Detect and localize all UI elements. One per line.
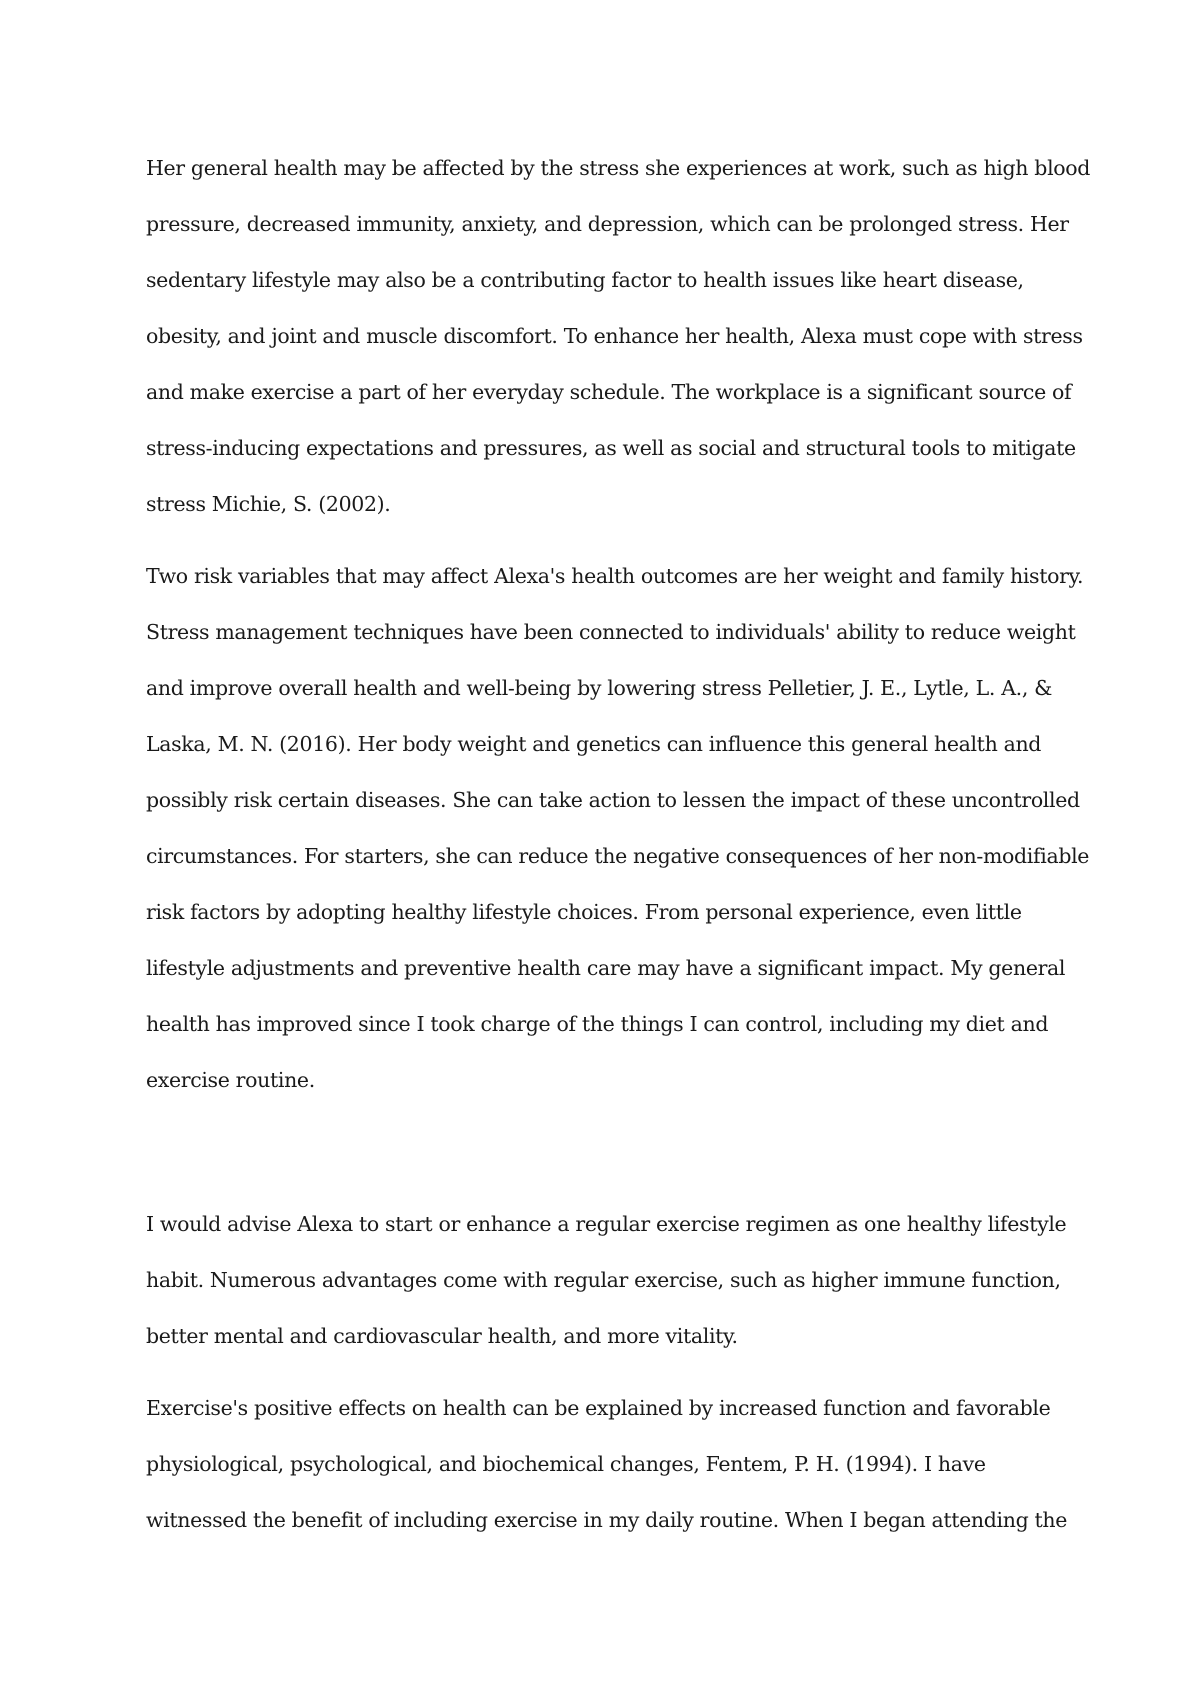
text-line: witnessed the benefit of including exercise in my daily routine. When I began attending the [146,1508,1068,1532]
paragraph-work-stress [146,140,1091,532]
text-line: stress-inducing expectations and pressures, as well as social and structural tools to mitigate [146,436,1076,460]
text-line: habit. Numerous advantages come with regular exercise, such as higher immune function, [146,1268,1061,1292]
paragraph-spacer [146,1364,1066,1380]
text-line: and improve overall health and well-being by lowering stress Pelletier, J. E., Lytle, L. A., & [146,676,1053,700]
text-line: I would advise Alexa to start or enhance a regular exercise regimen as one healthy lifestyle [146,1212,1067,1236]
section-spacer [146,1108,1066,1196]
paragraph-exercise-effects [146,1380,1066,1548]
text-line: lifestyle adjustments and preventive health care may have a significant impact. My general [146,956,1066,980]
paragraph-spacer [146,532,1066,548]
text-line: health has improved since I took charge of the things I can control, including my diet and [146,1012,1049,1036]
text-line: Her general health may be affected by the stress she experiences at work, such as high blood [146,156,1091,180]
text-line: possibly risk certain diseases. She can take action to lessen the impact of these uncontrolled [146,788,1080,812]
text-line: and make exercise a part of her everyday schedule. The workplace is a significant source of [146,380,1072,404]
text-line: risk factors by adopting healthy lifestyle choices. From personal experience, even little [146,900,1022,924]
document-body [146,140,1091,1548]
text-line: circumstances. For starters, she can reduce the negative consequences of her non-modifiable [146,844,1090,868]
paragraph-exercise-advice [146,1196,1066,1364]
text-line: obesity, and joint and muscle discomfort. To enhance her health, Alexa must cope with stress [146,324,1083,348]
text-line: Stress management techniques have been connected to individuals' ability to reduce weight [146,620,1076,644]
text-line: stress Michie, S. (2002). [146,492,391,516]
text-line: Exercise's positive effects on health can be explained by increased function and favorable [146,1396,1051,1420]
text-line: pressure, decreased immunity, anxiety, and depression, which can be prolonged stress. Her [146,212,1069,236]
text-line: Two risk variables that may affect Alexa's health outcomes are her weight and family history. [146,564,1084,588]
text-line: physiological, psychological, and biochemical changes, Fentem, P. H. (1994). I have [146,1452,986,1476]
paragraph-risk-variables [146,548,1090,1108]
text-line: sedentary lifestyle may also be a contributing factor to health issues like heart disease, [146,268,1024,292]
text-line: Laska, M. N. (2016). Her body weight and genetics can influence this general health and [146,732,1042,756]
text-line: exercise routine. [146,1068,315,1092]
text-line: better mental and cardiovascular health, and more vitality. [146,1324,738,1348]
